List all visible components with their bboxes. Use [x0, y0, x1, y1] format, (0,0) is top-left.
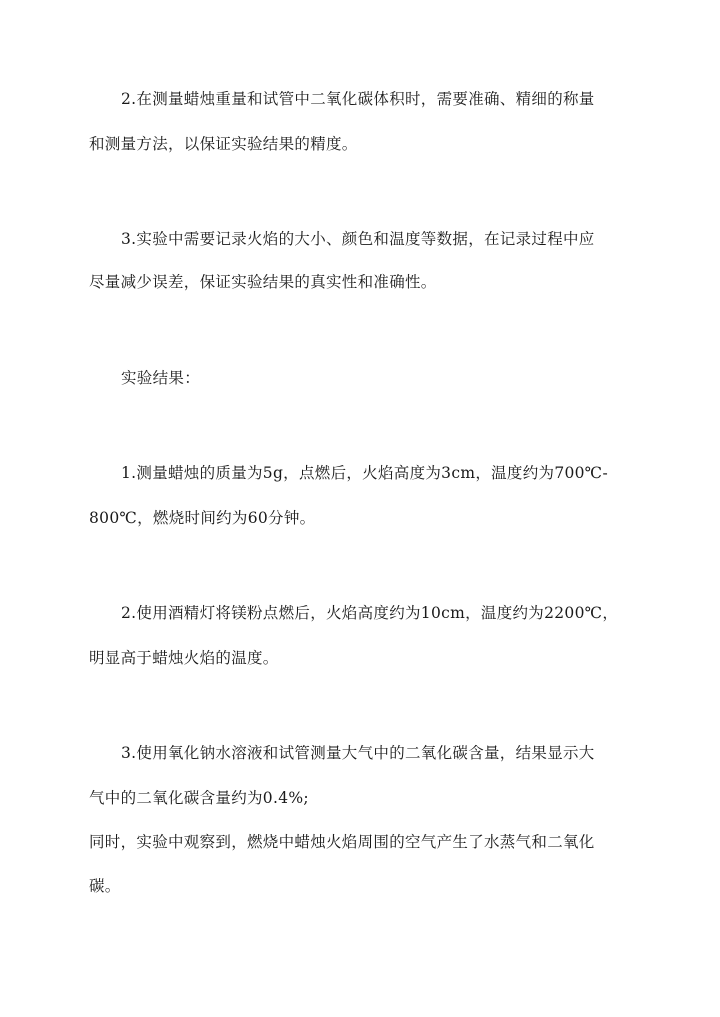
paragraph-line: 明显高于蜡烛火焰的温度。 — [89, 649, 279, 667]
paragraph-line: 3.使用氧化钠水溶液和试管测量大气中的二氧化碳含量，结果显示大 — [121, 744, 595, 762]
paragraph-line: 同时，实验中观察到，燃烧中蜡烛火焰周围的空气产生了水蒸气和二氧化 — [89, 833, 595, 851]
paragraph-line: 碳。 — [89, 877, 121, 895]
paragraph-line: 2.在测量蜡烛重量和试管中二氧化碳体积时，需要准确、精细的称量 — [121, 90, 595, 108]
paragraph-line: 1.测量蜡烛的质量为5g，点燃后，火焰高度为3cm，温度约为700℃- — [121, 464, 608, 482]
paragraph-line: 2.使用酒精灯将镁粉点燃后，火焰高度约为10cm，温度约为2200℃， — [121, 604, 619, 622]
paragraph-line: 3.实验中需要记录火焰的大小、颜色和温度等数据，在记录过程中应 — [121, 230, 595, 248]
section-heading: 实验结果： — [121, 369, 201, 387]
paragraph-line: 和测量方法，以保证实验结果的精度。 — [89, 135, 358, 153]
paragraph-line: 800℃，燃烧时间约为60分钟。 — [89, 509, 316, 527]
paragraph-line: 气中的二氧化碳含量约为0.4%; — [89, 789, 309, 807]
paragraph-line: 尽量减少误差，保证实验结果的真实性和准确性。 — [89, 273, 437, 291]
